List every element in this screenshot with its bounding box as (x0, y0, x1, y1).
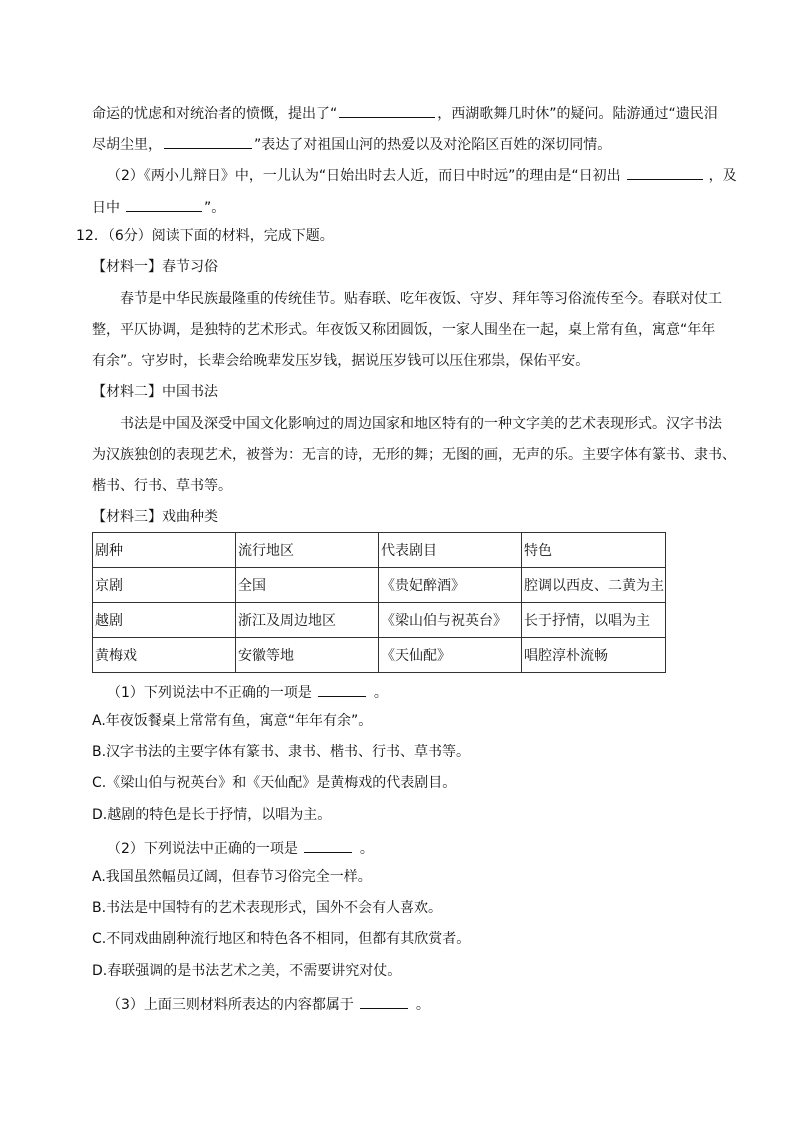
text-segment: 命运的忧虑和对统治者的愤慨，提出了“ (92, 106, 338, 122)
text-line-3 (107, 163, 737, 186)
material-1-paragraph-line: 整，平仄协调，是独特的艺术形式。年夜饭又称团圆饭，一家人围坐在一起，桌上常有鱼，寓意“年年 (92, 322, 716, 338)
table-row (93, 568, 666, 603)
text-segment: ”。 (204, 200, 226, 216)
answer-blank (318, 680, 366, 697)
sub-question-2 (107, 836, 374, 859)
option-d: D.春联强调的是书法艺术之美，不需要讲究对仗。 (92, 963, 402, 979)
answer-blank (360, 992, 408, 1009)
text-line-1 (92, 101, 718, 124)
text-segment: （2）《两小儿辩日》中，一儿认为“日始出时去人近，而日中时远”的理由是“日初出 (107, 168, 621, 184)
question-text: （3）上面三则材料所表达的内容都属于 (107, 997, 354, 1013)
table-cell: 浙江及周边地区 (236, 603, 379, 638)
material-3-title: 【材料三】戏曲种类 (92, 509, 218, 525)
answer-blank (164, 132, 252, 149)
material-1-paragraph-line: 有余”。守岁时，长辈会给晚辈发压岁钱，据说压岁钱可以压住邪祟，保佑平安。 (92, 353, 590, 369)
table-cell: 长于抒情，以唱为主 (522, 603, 666, 638)
answer-blank (126, 195, 202, 212)
sub-question-1 (107, 680, 388, 703)
opera-types-table (92, 532, 666, 673)
text-segment: 日中 (92, 200, 120, 216)
material-2-paragraph-line: 书法是中国及深受中国文化影响过的周边国家和地区特有的一种文字美的艺术表现形式。汉字书法 (120, 416, 722, 432)
material-1-title: 【材料一】春节习俗 (92, 259, 218, 275)
table-cell: 京剧 (93, 568, 236, 603)
option-b: B.汉字书法的主要字体有篆书、隶书、楷书、行书、草书等。 (92, 744, 471, 760)
table-row (93, 603, 666, 638)
answer-blank (339, 101, 435, 118)
option-b: B.书法是中国特有的艺术表现形式，国外不会有人喜欢。 (92, 900, 443, 916)
option-c: C.不同戏曲剧种流行地区和特色各不相同，但都有其欣赏者。 (92, 931, 471, 947)
table-cell: 安徽等地 (236, 638, 379, 673)
table-cell: 唱腔淳朴流畅 (522, 638, 666, 673)
table-cell: 越剧 (93, 603, 236, 638)
table-header-cell: 特色 (522, 533, 666, 568)
material-1-paragraph-line: 春节是中华民族最隆重的传统佳节。贴春联、吃年夜饭、守岁、拜年等习俗流传至今。春联对仗工 (120, 291, 722, 307)
table-header-cell: 剧种 (93, 533, 236, 568)
text-line-4 (92, 195, 225, 218)
table-header-row (93, 533, 666, 568)
option-c: C.《梁山伯与祝英台》和《天仙配》是黄梅戏的代表剧目。 (92, 775, 457, 791)
answer-blank (627, 163, 703, 180)
material-2-paragraph-line: 为汉族独创的表现艺术，被誉为：无言的诗，无形的舞；无图的画，无声的乐。主要字体有篆书、隶书、 (92, 447, 736, 463)
table-cell: 《梁山伯与祝英台》 (379, 603, 522, 638)
answer-blank (304, 836, 352, 853)
question-text: 。 (415, 997, 430, 1013)
question-text: 。 (373, 685, 388, 701)
material-2-title: 【材料二】中国书法 (92, 384, 218, 400)
text-segment: ，西湖歌舞几时休”的疑问。陆游通过“遗民泪 (437, 106, 718, 122)
question-12-heading: 12．（6分）阅读下面的材料，完成下题。 (76, 228, 334, 244)
text-segment: ，及 (708, 168, 737, 184)
table-cell: 《天仙配》 (379, 638, 522, 673)
sub-question-3 (107, 992, 430, 1015)
table-row (93, 638, 666, 673)
option-a: A.我国虽然幅员辽阔，但春节习俗完全一样。 (92, 869, 372, 885)
text-segment: ”表达了对祖国山河的热爱以及对沦陷区百姓的深切同情。 (254, 137, 612, 153)
table-cell: 《贵妃醉酒》 (379, 568, 522, 603)
question-text: （1）下列说法中不正确的一项是 (107, 685, 312, 701)
text-segment: 尽胡尘里， (92, 137, 162, 153)
table-header-cell: 流行地区 (236, 533, 379, 568)
material-2-paragraph-line: 楷书、行书、草书等。 (92, 478, 232, 494)
table-header-cell: 代表剧目 (379, 533, 522, 568)
text-line-2 (92, 132, 611, 155)
question-text: （2）下列说法中正确的一项是 (107, 841, 298, 857)
option-a: A.年夜饭餐桌上常常有鱼，寓意“年年有余”。 (92, 713, 373, 729)
option-d: D.越剧的特色是长于抒情，以唱为主。 (92, 807, 332, 823)
question-text: 。 (359, 841, 374, 857)
table-cell: 黄梅戏 (93, 638, 236, 673)
table-cell: 全国 (236, 568, 379, 603)
table-cell: 腔调以西皮、二黄为主 (522, 568, 666, 603)
